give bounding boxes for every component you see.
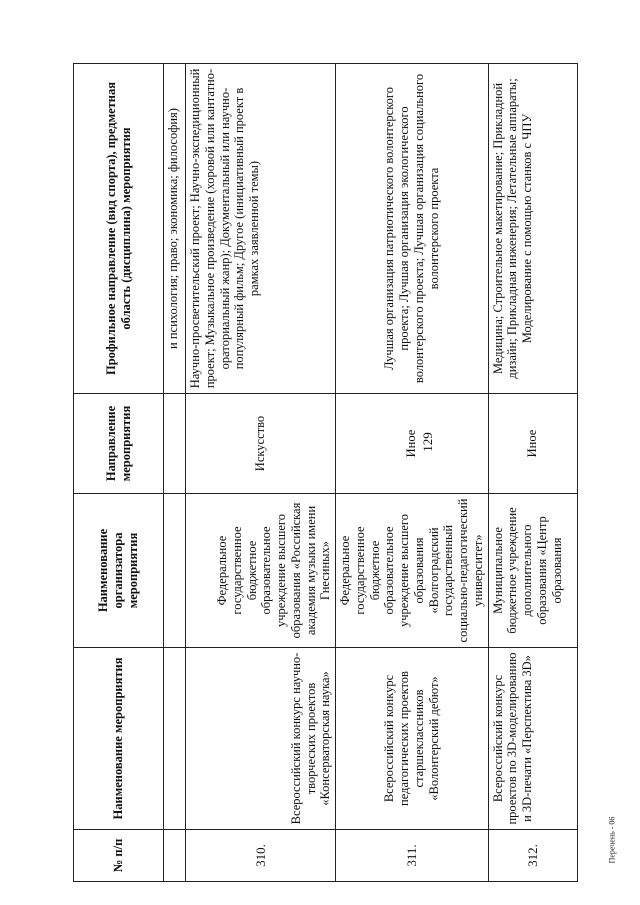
header-num: № п/п — [74, 830, 164, 882]
page-number: 129 — [420, 432, 435, 452]
row-direction: Иное — [336, 394, 489, 494]
row-profile: Научно-просветительский проект; Научно-экспедиционный проект; Музыкальное произведение (хоровой или кантатно-ораториальный жанр); Документальный или научно-популярный фильм; Другое (инициативный проект в рамках заявленной темы) — [186, 64, 336, 394]
header-direction: Направление мероприятия — [74, 394, 164, 494]
row-direction: Иное — [488, 394, 577, 494]
table-header-row — [74, 64, 164, 882]
row-num: 310. — [186, 830, 336, 882]
row-organizer: Федеральное государственное бюджетное образовательное учреждение высшего образования «Волгоградский государственный социально-педагогический университет» — [336, 494, 489, 648]
row-organizer: Муниципальное бюджетное учреждение дополнительного образования «Центр образования — [488, 494, 577, 648]
table-row — [336, 64, 489, 882]
row-event: Всероссийский конкурс проектов по 3D-моделированию и 3D-печати «Перспектива 3D» — [488, 648, 577, 830]
events-table — [73, 63, 578, 882]
header-event: Наименование мероприятия — [74, 648, 164, 830]
continuation-row — [164, 64, 186, 882]
cont-organizer-cell — [164, 494, 186, 648]
table-row — [488, 64, 577, 882]
header-profile: Профильное направление (вид спорта), предметная область (дисциплина) мероприятия — [74, 64, 164, 394]
row-event: Всероссийский конкурс научно-творческих проектов «Консерваторская наука» — [186, 648, 336, 830]
row-num: 311. — [336, 830, 489, 882]
footer-note: Перечень - 06 — [607, 816, 617, 864]
table-row — [186, 64, 336, 882]
row-event: Всероссийский конкурс педагогических проектов старшеклассников «Волонтерский дебют» — [336, 648, 489, 830]
row-direction: Искусство — [186, 394, 336, 494]
row-profile: Лучшая организация патриотического волонтерского проекта; Лучшая организация экологического волонтерского проекта; Лучшая организация социального волонтерского проекта — [336, 64, 489, 394]
header-organizer: Наименование организатора мероприятия — [74, 494, 164, 648]
cont-direction-cell — [164, 394, 186, 494]
cont-event-cell — [164, 648, 186, 830]
row-organizer: Федеральное государственное бюджетное образовательное учреждение высшего образования «Российская академия музыки имени Гнесиных» — [186, 494, 336, 648]
rotated-table-wrapper — [73, 64, 569, 882]
cont-profile-cell: и психология; право; экономика; философия) — [164, 64, 186, 394]
row-num: 312. — [488, 830, 577, 882]
cont-num-cell — [164, 830, 186, 882]
row-profile: Медицина; Строительное макетирование; Прикладной дизайн; Прикладная инженерия; Летательные аппараты; Моделирование с помощью станков с ЧПУ — [488, 64, 577, 394]
